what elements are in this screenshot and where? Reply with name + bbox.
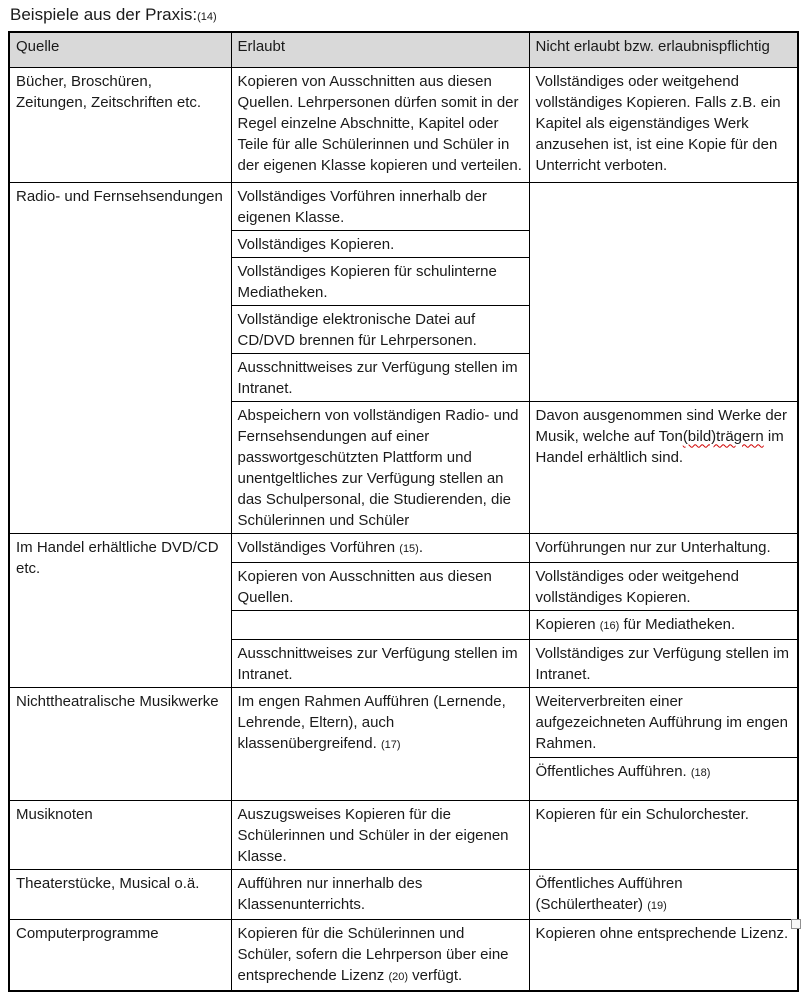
cell-erlaubt-radio-1: Vollständiges Vorführen innerhalb der eigenen Klasse. <box>231 182 529 230</box>
nicht-radio-6-text: Davon ausgenommen sind Werke der Musik, welche auf Ton <box>535 406 788 445</box>
cell-nicht-radio-6 <box>529 401 798 533</box>
table-row-radio-1 <box>9 182 798 230</box>
table-row-musiknoten <box>9 800 798 869</box>
cell-nicht-musikwerke-2 <box>529 757 798 800</box>
table-resize-handle-icon[interactable] <box>791 919 801 929</box>
header-quelle: Quelle <box>9 32 231 67</box>
cell-quelle-radio: Radio- und Fernsehsendungen <box>9 182 231 533</box>
cell-erlaubt-musiknoten: Auszugsweises Kopieren für die Schülerinnen und Schüler in der eigenen Klasse. <box>231 800 529 869</box>
erlaubt-musikwerke-text: Im engen Rahmen Aufführen (Lernende, Lehrende, Eltern), auch klassenübergreifend. <box>237 692 506 752</box>
cell-erlaubt-computer <box>231 919 529 991</box>
cell-nicht-handel-2: Vollständiges oder weitgehend vollständiges Kopieren. <box>529 562 798 610</box>
footnote-ref-15: (15) <box>399 542 419 555</box>
cell-erlaubt-radio-4: Vollständige elektronische Datei auf CD/DVD brennen für Lehrpersonen. <box>231 305 529 353</box>
cell-erlaubt-handel-4: Ausschnittweises zur Verfügung stellen im Intranet. <box>231 639 529 687</box>
cell-nicht-computer: Kopieren ohne entsprechende Lizenz. <box>529 919 798 991</box>
table-row-musikwerke-1 <box>9 687 798 757</box>
cell-quelle-buecher: Bücher, Broschüren, Zeitungen, Zeitschriften etc. <box>9 67 231 182</box>
cell-erlaubt-handel-2: Kopieren von Ausschnitten aus diesen Quellen. <box>231 562 529 610</box>
table-row-buecher <box>9 67 798 182</box>
cell-erlaubt-radio-6: Abspeichern von vollständigen Radio- und Fernsehsendungen auf einer passwortgeschützten Plattform und unentgeltliches zur Verfügung stellen an das Schulpersonal, die Studierenden, die Schülerinnen und Schüler <box>231 401 529 533</box>
table-header-row <box>9 32 798 67</box>
cell-quelle-computer: Computerprogramme <box>9 919 231 991</box>
erlaubt-handel-1-text-end: . <box>418 538 424 556</box>
cell-erlaubt-musikwerke <box>231 687 529 800</box>
cell-quelle-handel: Im Handel erhältliche DVD/CD etc. <box>9 533 231 687</box>
cell-erlaubt-handel-empty <box>231 610 529 639</box>
cell-nicht-musikwerke-1: Weiterverbreiten einer aufgezeichneten Aufführung im engen Rahmen. <box>529 687 798 757</box>
cell-erlaubt-radio-5: Ausschnittweises zur Verfügung stellen im Intranet. <box>231 353 529 401</box>
cell-erlaubt-handel-1 <box>231 533 529 562</box>
footnote-ref-17: (17) <box>380 738 401 751</box>
nicht-handel-3-text: Kopieren <box>535 615 600 633</box>
nicht-handel-3-text-end: für Mediatheken. <box>619 615 736 633</box>
footnote-ref-16: (16) <box>599 619 620 632</box>
cell-nicht-handel-4: Vollständiges zur Verfügung stellen im Intranet. <box>529 639 798 687</box>
cell-nicht-handel-3 <box>529 610 798 639</box>
cell-nicht-handel-1: Vorführungen nur zur Unterhaltung. <box>529 533 798 562</box>
erlaubt-computer-text: Kopieren für die Schülerinnen und Schüler, sofern die Lehrperson über eine entsprechende Lizenz <box>237 924 509 984</box>
page-title <box>10 4 806 28</box>
header-erlaubt: Erlaubt <box>231 32 529 67</box>
erlaubt-handel-1-text: Vollständiges Vorführen <box>237 538 400 556</box>
footnote-ref-19: (19) <box>647 899 667 912</box>
cell-nicht-theater <box>529 869 798 919</box>
cell-nicht-buecher: Vollständiges oder weitgehend vollständiges Kopieren. Falls z.B. ein Kapitel als eigenständiges Werk anzusehen ist, ist eine Kopie für den Unterricht verboten. <box>529 67 798 182</box>
footnote-ref-14: (14) <box>197 11 217 23</box>
cell-erlaubt-radio-3: Vollständiges Kopieren für schulinterne Mediatheken. <box>231 257 529 305</box>
footnote-ref-18: (18) <box>690 766 711 779</box>
cell-nicht-radio-empty <box>529 182 798 401</box>
cell-quelle-musiknoten: Musiknoten <box>9 800 231 869</box>
nicht-musikwerke-2-text: Öffentliches Aufführen. <box>535 762 691 780</box>
table-row-handel-1 <box>9 533 798 562</box>
cell-nicht-musiknoten: Kopieren für ein Schulorchester. <box>529 800 798 869</box>
praxis-table <box>8 31 799 992</box>
cell-quelle-musikwerke: Nichttheatralische Musikwerke <box>9 687 231 800</box>
table-row-theater <box>9 869 798 919</box>
nicht-theater-text: Öffentliches Aufführen (Schülertheater) <box>535 874 683 913</box>
header-nicht-erlaubt: Nicht erlaubt bzw. erlaubnispflichtig <box>529 32 798 67</box>
spellcheck-word: (bild)trägern <box>682 427 764 445</box>
nicht-radio-6-text-end: im Handel erhältlich sind. <box>535 427 784 466</box>
footnote-ref-20: (20) <box>388 970 408 983</box>
page-title-text: Beispiele aus der Praxis: <box>10 5 198 24</box>
cell-erlaubt-radio-2: Vollständiges Kopieren. <box>231 230 529 257</box>
table-row-computer <box>9 919 798 991</box>
cell-erlaubt-buecher: Kopieren von Ausschnitten aus diesen Quellen. Lehrpersonen dürfen somit in der Regel einzelne Abschnitte, Kapitel oder Teile für alle Schülerinnen und Schüler in der eigenen Klasse kopieren und verteilen. <box>231 67 529 182</box>
cell-erlaubt-theater: Aufführen nur innerhalb des Klassenunterrichts. <box>231 869 529 919</box>
cell-quelle-theater: Theaterstücke, Musical o.ä. <box>9 869 231 919</box>
erlaubt-computer-text-end: verfügt. <box>408 966 463 984</box>
